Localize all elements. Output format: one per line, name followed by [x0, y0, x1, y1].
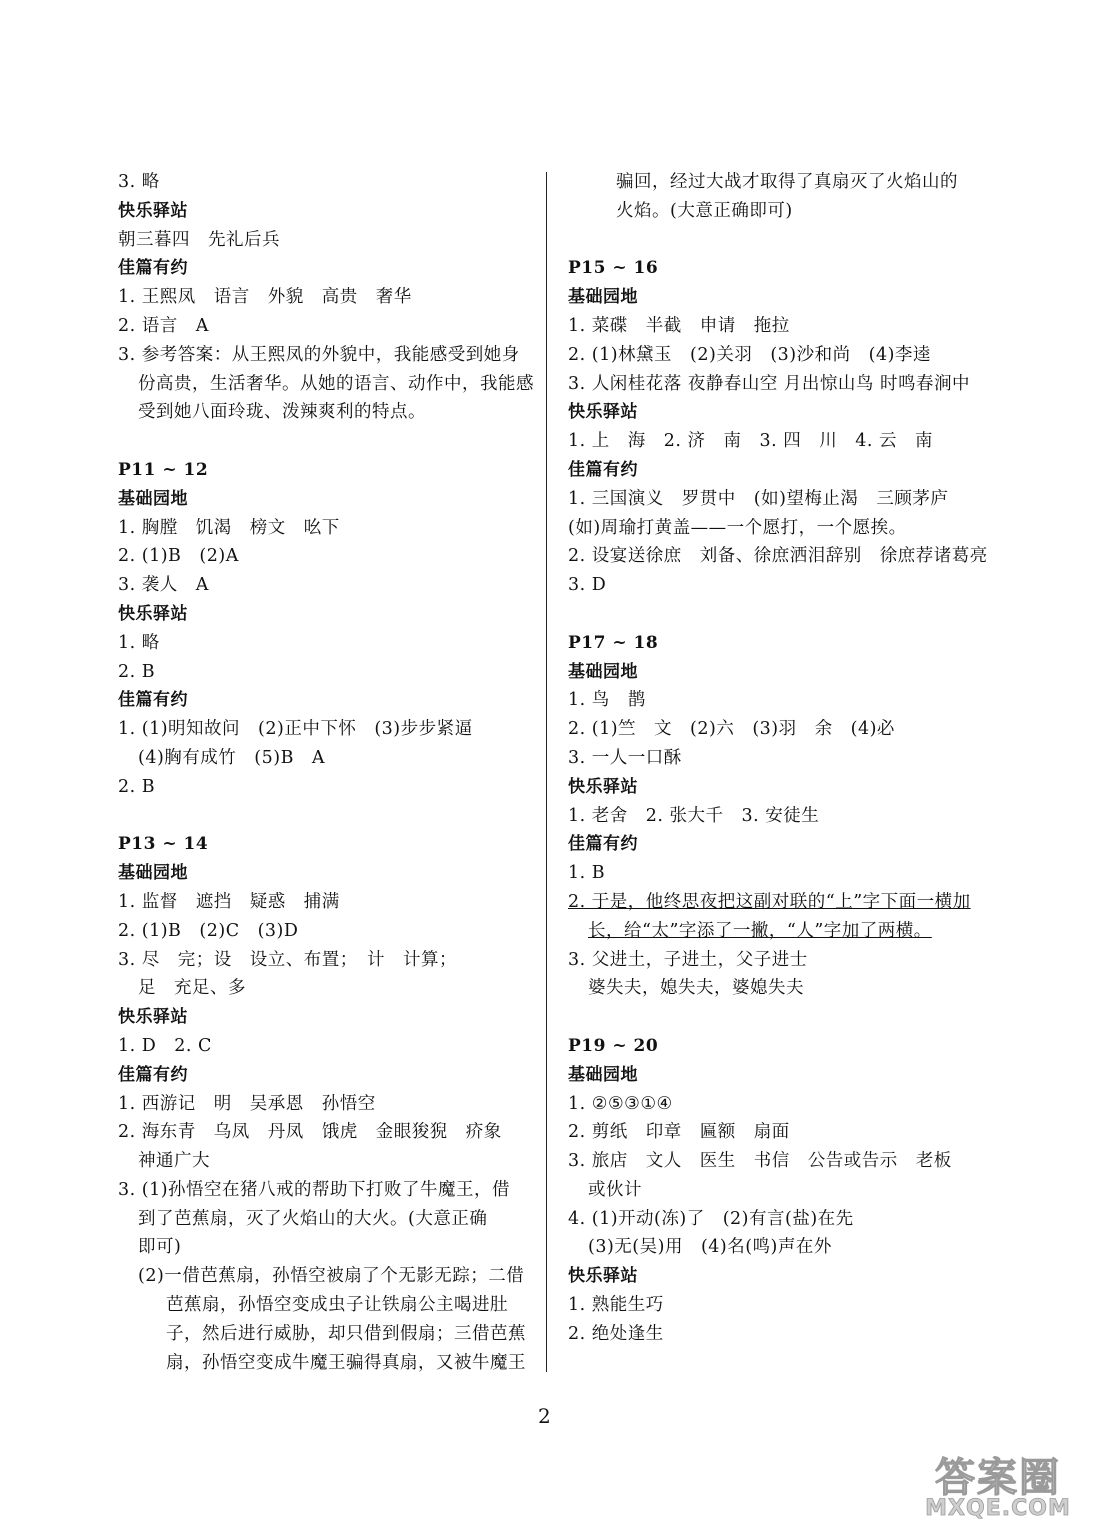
- text-line: 1. 王熙凤 语言 外貌 高贵 奢华: [118, 287, 412, 308]
- text-line: 婆失夫，媳失夫，婆媳失夫: [588, 978, 804, 999]
- text-line: 3. 人闲桂花落 夜静春山空 月出惊山鸟 时鸣春涧中: [568, 373, 970, 394]
- text-line: 1. 鸟 鹊: [568, 690, 646, 711]
- text-line: 芭蕉扇，孙悟空变成虫子让铁扇公主喝进肚: [166, 1295, 508, 1316]
- section-heading: 佳篇有约: [118, 690, 188, 711]
- text-line: 1. 胸膛 饥渴 榜文 吆下: [118, 517, 340, 538]
- section-heading: 基础园地: [568, 1064, 638, 1085]
- section-heading: 基础园地: [568, 287, 638, 308]
- text-line: 份高贵，生活奢华。从她的语言、动作中，我能感: [138, 373, 534, 394]
- text-line: 3. D: [568, 575, 607, 596]
- text-line: 受到她八面玲珑、泼辣爽利的特点。: [138, 402, 426, 423]
- spacer: [568, 226, 988, 255]
- text-line: 2. B: [118, 661, 156, 682]
- text-line: 扇，孙悟空变成牛魔王骗得真扇，又被牛魔王: [166, 1352, 526, 1373]
- text-line: 或伙计: [588, 1179, 642, 1200]
- text-line: 火焰。(大意正确即可): [616, 200, 793, 221]
- right-column: [568, 168, 988, 1349]
- text-line: 2. 于是，他终思夜把这副对联的“上”字下面一横加: [568, 891, 971, 912]
- text-line: 2. 语言 A: [118, 315, 209, 336]
- text-line: 1. 三国演义 罗贯中 (如)望梅止渴 三顾茅庐: [568, 488, 949, 509]
- text-line: 1. 西游记 明 吴承恩 孙悟空: [118, 1093, 376, 1114]
- spacer: [118, 427, 538, 456]
- page-range-heading: P13 ~ 14: [118, 834, 209, 855]
- text-line: 2. (1)B (2)A: [118, 546, 239, 567]
- text-line: 2. B: [118, 776, 156, 797]
- page-range-heading: P19 ~ 20: [568, 1035, 659, 1056]
- text-line: (如)周瑜打黄盖——一个愿打，一个愿挨。: [568, 517, 907, 538]
- text-line: 3. 尽 完；设 设立、布置； 计 计算；: [118, 949, 458, 970]
- watermark-bottom: MXQE.COM: [925, 1496, 1071, 1521]
- section-heading: 基础园地: [568, 661, 638, 682]
- spacer: [568, 600, 988, 629]
- text-line: 长，给“太”字添了一撇，“人”字加了两横。: [588, 920, 932, 941]
- text-line: 2. (1)竺 文 (2)六 (3)羽 余 (4)必: [568, 719, 895, 740]
- section-heading: 快乐驿站: [568, 402, 638, 423]
- section-heading: 快乐驿站: [118, 200, 188, 221]
- text-line: 1. B: [568, 863, 606, 884]
- section-heading: 快乐驿站: [118, 1007, 188, 1028]
- page-range-heading: P15 ~ 16: [568, 258, 659, 279]
- section-heading: 基础园地: [118, 488, 188, 509]
- text-line: 3. 旅店 文人 医生 书信 公告或告示 老板: [568, 1151, 952, 1172]
- section-heading: 佳篇有约: [568, 834, 638, 855]
- text-line: 2. 海东青 乌凤 丹凤 饿虎 金眼狻猊 疥象: [118, 1122, 502, 1143]
- text-line: 3. 参考答案：从王熙凤的外貌中，我能感受到她身: [118, 344, 520, 365]
- text-line: 1. (1)明知故问 (2)正中下怀 (3)步步紧逼: [118, 719, 473, 740]
- column-divider: [546, 172, 547, 1372]
- text-line: 足 充足、多: [138, 978, 246, 999]
- text-line: 1. 监督 遮挡 疑惑 捕满: [118, 891, 340, 912]
- text-line: 2. 设宴送徐庶 刘备、徐庶洒泪辞别 徐庶荐诸葛亮: [568, 546, 988, 567]
- text-line: 1. 略: [118, 632, 160, 653]
- page-range-heading: P11 ~ 12: [118, 459, 209, 480]
- text-line: 朝三暮四 先礼后兵: [118, 229, 280, 250]
- spacer: [118, 802, 538, 831]
- section-heading: 快乐驿站: [568, 1266, 638, 1287]
- text-line: 1. 上 海 2. 济 南 3. 四 川 4. 云 南: [568, 431, 934, 452]
- watermark-logo: [923, 1446, 1073, 1528]
- text-line: 2. 绝处逢生: [568, 1323, 664, 1344]
- section-heading: 佳篇有约: [118, 1064, 188, 1085]
- section-heading: 佳篇有约: [568, 459, 638, 480]
- text-line: 1. 老舍 2. 张大千 3. 安徒生: [568, 805, 820, 826]
- spacer: [568, 1003, 988, 1032]
- text-line: 3. 一人一口酥: [568, 747, 682, 768]
- text-line: 即可): [138, 1237, 182, 1258]
- text-line: (2)一借芭蕉扇，孙悟空被扇了个无影无踪；二借: [138, 1266, 525, 1287]
- section-heading: 基础园地: [118, 863, 188, 884]
- text-line: 1. ②⑤③①④: [568, 1093, 673, 1114]
- text-line: 1. 熟能生巧: [568, 1295, 664, 1316]
- text-line: 2. (1)林黛玉 (2)关羽 (3)沙和尚 (4)李逵: [568, 344, 931, 365]
- text-line: 2. 剪纸 印章 匾额 扇面: [568, 1122, 790, 1143]
- watermark-top: 答案圈: [935, 1455, 1061, 1501]
- section-heading: 快乐驿站: [118, 603, 188, 624]
- text-line: 神通广大: [138, 1151, 210, 1172]
- section-heading: 佳篇有约: [118, 258, 188, 279]
- text-line: 到了芭蕉扇，灭了火焰山的大火。(大意正确: [138, 1208, 488, 1229]
- section-heading: 快乐驿站: [568, 776, 638, 797]
- text-line: 3. 略: [118, 172, 160, 192]
- text-line: 骗回，经过大战才取得了真扇灭了火焰山的: [616, 172, 958, 192]
- text-line: 3. (1)孙悟空在猪八戒的帮助下打败了牛魔王，借: [118, 1179, 511, 1200]
- text-line: 2. (1)B (2)C (3)D: [118, 920, 299, 941]
- text-line: 3. 袭人 A: [118, 575, 209, 596]
- text-line: (3)无(吴)用 (4)名(鸣)声在外: [588, 1237, 832, 1258]
- text-line: 子，然后进行威胁，却只借到假扇；三借芭蕉: [166, 1323, 526, 1344]
- text-line: 1. 菜碟 半截 申请 拖拉: [568, 315, 790, 336]
- text-line: (4)胸有成竹 (5)B A: [138, 747, 326, 768]
- text-line: 1. D 2. C: [118, 1035, 212, 1056]
- page-number: 2: [538, 1404, 551, 1428]
- text-line: 4. (1)开动(冻)了 (2)有言(盐)在先: [568, 1208, 854, 1229]
- left-column: [118, 168, 538, 1377]
- page-range-heading: P17 ~ 18: [568, 632, 659, 653]
- text-line: 3. 父进土，子进土，父子进士: [568, 949, 808, 970]
